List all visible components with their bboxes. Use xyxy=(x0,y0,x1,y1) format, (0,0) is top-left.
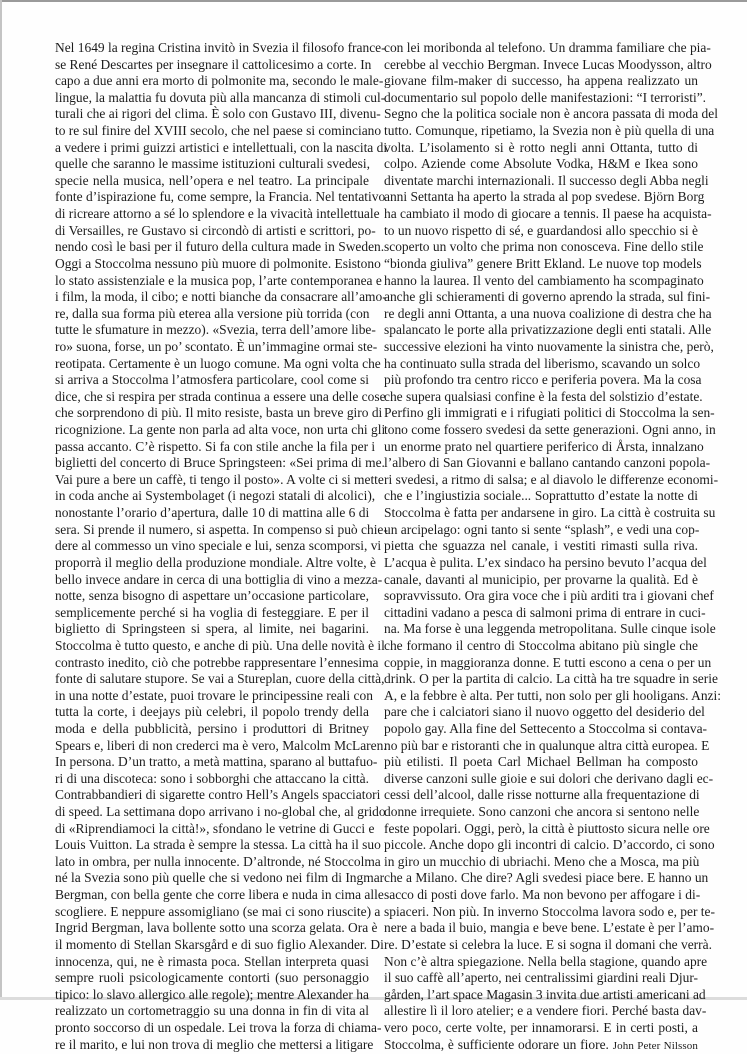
text-line: cessi dell’alcool, dalle risse notturne alla frequentazione di xyxy=(384,787,700,803)
text-line: di Versailles, re Gustavo si circondò di artisti e scrittori, po- xyxy=(55,222,376,238)
text-line: anche gli schieramenti di governo aprendo la strada, sul fini- xyxy=(384,289,711,305)
text-line: fonte d’ispirazione fu, come sempre, la Francia. Nel tentativo xyxy=(55,189,386,205)
text-line: realizzato un cortometraggio su una donna in fin di vita al xyxy=(55,1003,369,1019)
text-line: sopravvissuto. Ora gira voce che i più arditi tra i giovani chef xyxy=(384,588,714,604)
text-line: drink. O per la partita di calcio. La città ha tre squadre in serie xyxy=(384,671,718,687)
text-line: In persona. D’un tratto, a metà mattina, sparano al buttafuo- xyxy=(55,754,378,770)
text-line: che a Milano. Che dire? Agli svedesi piace bere. E hanno un xyxy=(384,870,709,886)
text-line: reotipata. Certamente è un luogo comune. Ma ogni volta che xyxy=(55,355,381,371)
article-column-right xyxy=(384,40,721,1053)
text-line: hanno la laurea. Il vento del cambiamento ha scompaginato xyxy=(384,272,704,288)
text-line: ha cambiato il modo di giocare a tennis. Il paese ha acquista- xyxy=(384,206,712,222)
text-line: il momento di Stellan Skarsgård e di suo figlio Alexander. Di xyxy=(55,936,384,952)
text-line: lo stato assistenziale e la musica pop, l’arte contemporanea e xyxy=(55,272,382,288)
text-line: ro» suona, forse, un po’ scontato. È un’immagine ormai ste- xyxy=(55,338,378,354)
text-line: coppie, in maggioranza donne. E tutti escono a cena o per un xyxy=(384,654,712,670)
text-line: contrasto inedito, ciò che potrebbe rappresentare l’ennesima xyxy=(55,654,379,670)
text-line: proporrà il meglio della produzione mondiale. Altre volte, è xyxy=(55,554,376,570)
text-line: diverse canzoni sulle gioie e sui dolori che derivano dagli ec- xyxy=(384,770,714,786)
text-line: na. Ma forse è una leggenda metropolitana. Sulle cinque isole xyxy=(384,621,716,637)
text-line: Louis Vuitton. La strada è sempre la stessa. La città ha il suo xyxy=(55,837,381,853)
text-line: biglietti del concerto di Bruce Springsteen: «Sei prima di me. xyxy=(55,455,385,471)
text-line: nendo così le basi per il futuro della cultura made in Sweden. xyxy=(55,239,385,255)
text-line: dere al commesso un vino speciale e lui, senza scomporsi, vi xyxy=(55,538,382,554)
text-line: Stoccolma è tutto questo, e anche di più. Una delle novità è il xyxy=(55,637,385,653)
text-line: L’acqua è pulita. L’ex sindaco ha persino bevuto l’acqua del xyxy=(384,554,707,570)
text-line: di «Riprendiamoci la città!», sfondano le vetrine di Gucci e xyxy=(55,820,375,836)
text-line: spiaceri. Non più. In inverno Stoccolma lavora sodo e, per te- xyxy=(384,903,715,919)
text-line: popolo gay. Alla fine del Settecento a Stoccolma si contava- xyxy=(384,720,708,736)
text-line: “bionda giuliva” genere Britt Ekland. Le nuove top models xyxy=(384,255,702,271)
text-line: con lei moribonda al telefono. Un dramma familiare che pia- xyxy=(384,40,711,55)
text-line: ricognizione. La gente non parla ad alta voce, non urta chi gli xyxy=(55,422,386,438)
text-line: se René Descartes per insegnare il cattolicesimo a corte. In xyxy=(55,56,372,72)
text-line: A, e la febbre è alta. Per tutti, non solo per gli hooligans. Anzi: xyxy=(384,687,721,703)
text-line: in coda anche ai Systembolaget (i negozi statali di alcolici), xyxy=(55,488,376,504)
closing-line xyxy=(384,1037,698,1054)
text-line: allestire lì il loro atelier; e a vendere fiori. Perché basta dav- xyxy=(384,1003,707,1019)
text-line: vero poco, certe volte, per innamorarsi. E in certi posti, a xyxy=(384,1019,698,1035)
text-line: né la Svezia sono più quelle che si vedono nei film di Ingmar xyxy=(55,870,385,886)
text-line: l’albero di San Giovanni e ballano cantando canzoni popola- xyxy=(384,455,711,471)
text-line: ha continuato sulla strada del liberismo, scavando un solco xyxy=(384,355,701,371)
text-line: re il marito, e lui non trova di meglio che mettersi a litigare xyxy=(55,1036,374,1052)
text-line: più profondo tra centro ricco e periferia povera. Ma la cosa xyxy=(384,372,702,388)
text-line: di ricreare attorno a sé lo splendore e la vivacità intellettuale xyxy=(55,206,380,222)
text-line: quelle che saranno le massime istituzioni culturali svedesi, xyxy=(55,156,370,172)
text-line: turali che ai rigori del clima. È solo con Gustavo III, divenu- xyxy=(55,106,381,122)
text-line: che supera qualsiasi confine è la festa del solstizio d’estate. xyxy=(384,388,703,404)
text-line: successive elezioni ha vinto nuovamente la sinistra che, però, xyxy=(384,338,714,354)
text-line: pietta che sguazza nel canale, i vestiti rimasti sulla riva. xyxy=(384,538,698,554)
text-line: tipico: lo slavo allergico alle regole); mentre Alexander ha xyxy=(55,986,369,1002)
text-line: passa accanto. C’è rispetto. Si fa con stile anche la fila per i xyxy=(55,438,376,454)
text-line: che e l’ingiustizia sociale... Soprattutto d’estate la notte di xyxy=(384,488,698,504)
text-line: Vai pure a bere un caffè, ti tengo il posto». A volte ci si mette xyxy=(55,471,384,487)
text-line: sera. Si prende il numero, si aspetta. In compenso si può chie- xyxy=(55,521,388,537)
text-line: scoperto un volto che prima non conosceva. Fine dello stile xyxy=(384,239,704,255)
text-line: specie nella musica, nell’opera e nel teatro. La principale xyxy=(55,172,369,188)
text-line: un enorme prato nel quartiere periferico di Årsta, innalzano xyxy=(384,438,704,454)
text-line: sempre ruoli psicologicamente contorti (suo personaggio xyxy=(55,970,369,986)
text-line: tutto. Comunque, ripetiamo, la Svezia non è più quella di una xyxy=(384,123,715,139)
page-edge-top xyxy=(0,0,747,2)
text-line: pare che i calciatori siano il nuovo oggetto del desiderio del xyxy=(384,704,705,720)
text-line: feste popolari. Oggi, però, la città è piuttosto sicura nelle ore xyxy=(384,820,710,836)
text-line: fonte di salutare stupore. Se vai a Stureplan, cuore della città, xyxy=(55,671,385,687)
text-line: un arcipelago: ogni tanto si sente “splash”, e vedi una cop- xyxy=(384,521,700,537)
text-line: più etilisti. Il poeta Carl Michael Bellman ha composto xyxy=(384,754,698,770)
text-line: innocenza, qui, ne è rimasta poca. Stellan interpreta quasi xyxy=(55,953,369,969)
text-line: Spears e, liberi di non crederci ma è vero, Malcolm McLaren. xyxy=(55,737,387,753)
text-line: semplicemente perché si ha voglia di festeggiare. E per il xyxy=(55,604,369,620)
text-line: pronto soccorso di un ospedale. Lei trova la forza di chiama- xyxy=(55,1019,382,1035)
text-line: sacco di posti dove farlo. Ma non bevono per affogare i di- xyxy=(384,887,701,903)
text-line: ri di una discoteca: sono i sobborghi che attaccano la città. xyxy=(55,770,369,786)
text-line: nere a bada il buio, mangia e beve bene. L’estate è per l’amo- xyxy=(384,920,715,936)
text-line: Oggi a Stoccolma nessuno più muore di polmonite. Esistono xyxy=(55,255,381,271)
text-line: Contrabbandieri di sigarette contro Hell’s Angels spacciatori xyxy=(55,787,381,803)
text-line: tutte le sfumature in mezzo). «Svezia, terra dell’amore libe- xyxy=(55,322,376,338)
text-line: colpo. Aziende come Absolute Vodka, H&M e Ikea sono xyxy=(384,156,698,172)
text-line: no più bar e ristoranti che in qualunque altra città europea. E xyxy=(384,737,710,753)
text-line: bello invece andare in cerca di una bottiglia di vino a mezza- xyxy=(55,571,383,587)
text-line: moda e della pubblicità, persino i produttori di Britney xyxy=(55,720,369,736)
text-line: cittadini vadano a pesca di salmoni prima di entrare in cuci- xyxy=(384,604,706,620)
text-line: Perfino gli immigrati e i rifugiati politici di Stoccolma la sen- xyxy=(384,405,715,421)
text-line: biglietto di Springsteen si spera, al limite, nei bagarini. xyxy=(55,621,369,637)
text-line: il suo caffè all’aperto, nei centralissimi giardini reali Djur- xyxy=(384,970,699,986)
article-column-left xyxy=(55,40,388,1053)
author-signature: John Peter Nilsson xyxy=(612,1039,698,1052)
text-line: donne irrequiete. Sono canzoni che ancora si sentono nelle xyxy=(384,804,700,820)
text-line: ri svedesi, a ritmo di salsa; e al diavolo le differenze economi- xyxy=(384,471,719,487)
text-line: di speed. La settimana dopo arrivano i no-global che, al grido xyxy=(55,804,386,820)
text-line: anni Settanta ha aperto la strada al pop svedese. Björn Borg xyxy=(384,189,705,205)
text-line: Ingrid Bergman, lava bollente sotto una scorza gelata. Ora è xyxy=(55,920,378,936)
text-line: giovane film-maker di successo, ha appena realizzato un xyxy=(384,73,698,89)
text-line: cerebbe al vecchio Bergman. Invece Lucas Moodysson, altro xyxy=(384,56,712,72)
text-line: Stoccolma è fatta per andarsene in giro. La città è costruita su xyxy=(384,505,716,521)
text-line: Segno che la politica sociale non è ancora passata di moda del xyxy=(384,106,718,122)
text-line: tono come fossero svedesi da sette generazioni. Ogni anno, in xyxy=(384,422,716,438)
text-line: che formano il centro di Stoccolma abitano più single che xyxy=(384,637,698,653)
text-line: Bergman, con bella gente che corre libera e nuda in cima alle xyxy=(55,887,384,903)
text-line: i film, la moda, il cibo; e notti bianche da consacrare all’amo- xyxy=(55,289,387,305)
text-line: lato in ombra, per nulla innocente. D’altronde, né Stoccolma xyxy=(55,853,381,869)
text-line: re. D’estate si celebra la luce. E si sogna il domani che verrà. xyxy=(384,936,712,952)
text-line: Nel 1649 la regina Cristina invitò in Svezia il filosofo france- xyxy=(55,40,386,55)
closing-sentence: Stoccolma, è sufficiente odorare un fiore. xyxy=(384,1036,609,1052)
text-line: lingue, la malattia fu dovuta più alla mancanza di stimoli cul- xyxy=(55,89,386,105)
text-line: capo a due anni era morto di polmonite ma, secondo le male- xyxy=(55,73,384,89)
text-line: nonostante l’orario d’apertura, dalle 10 di mattina alle 6 di xyxy=(55,505,370,521)
text-line: notte, senza bisogno di aspettare un’occasione particolare, xyxy=(55,588,369,604)
text-line: tutta la corte, i deejays più celebri, il popolo trendy della xyxy=(55,704,369,720)
text-line: canale, davanti al municipio, per provarne la qualità. Ed è xyxy=(384,571,698,587)
text-line: Non c’è altra spiegazione. Nella bella stagione, quando apre xyxy=(384,953,708,969)
text-line: dice, che si respira per strada continua a essere una delle cose xyxy=(55,388,386,404)
text-line: re degli anni Ottanta, a una nuova coalizione di destra che ha xyxy=(384,305,712,321)
text-line: scogliere. E neppure assomigliano (se mai ci sono riuscite) a xyxy=(55,903,381,919)
text-line: re, dalla sua forma più eterea alla versione più torrida (con xyxy=(55,305,370,321)
text-line: diventate marchi internazionali. Il successo degli Abba negli xyxy=(384,172,709,188)
text-line: gården, l’art space Magasin 3 invita due artisti americani ad xyxy=(384,986,706,1002)
text-line: a vedere i primi guizzi artistici e intellettuali, con la nascita di xyxy=(55,139,388,155)
text-line: si arriva a Stoccolma l’atmosfera particolare, cool come si xyxy=(55,372,369,388)
text-line: in giro un mucchio di ubriachi. Meno che a Mosca, ma più xyxy=(384,853,700,869)
text-line: piccole. Anche dopo gli incontri di calcio. D’accordo, ci sono xyxy=(384,837,715,853)
text-line: volta. L’isolamento si è rotto negli anni Ottanta, tutto di xyxy=(384,139,698,155)
page-edge-left xyxy=(0,0,2,1000)
text-line: to un nuovo rispetto di sé, e guardandosi allo specchio si è xyxy=(384,222,698,238)
text-line: documentario sul popolo delle manifestazioni: “I terroristi”. xyxy=(384,89,707,105)
text-line: to re sul finire del XVIII secolo, che nel paese si cominciano xyxy=(55,123,382,139)
text-line: spalancato le porte alla privatizzazione degli enti statali. Alle xyxy=(384,322,712,338)
text-line: in una notte d’estate, puoi trovare le principessine reali con xyxy=(55,687,373,703)
text-line: che sorprendono di più. Il mito resiste, basta un breve giro di xyxy=(55,405,383,421)
